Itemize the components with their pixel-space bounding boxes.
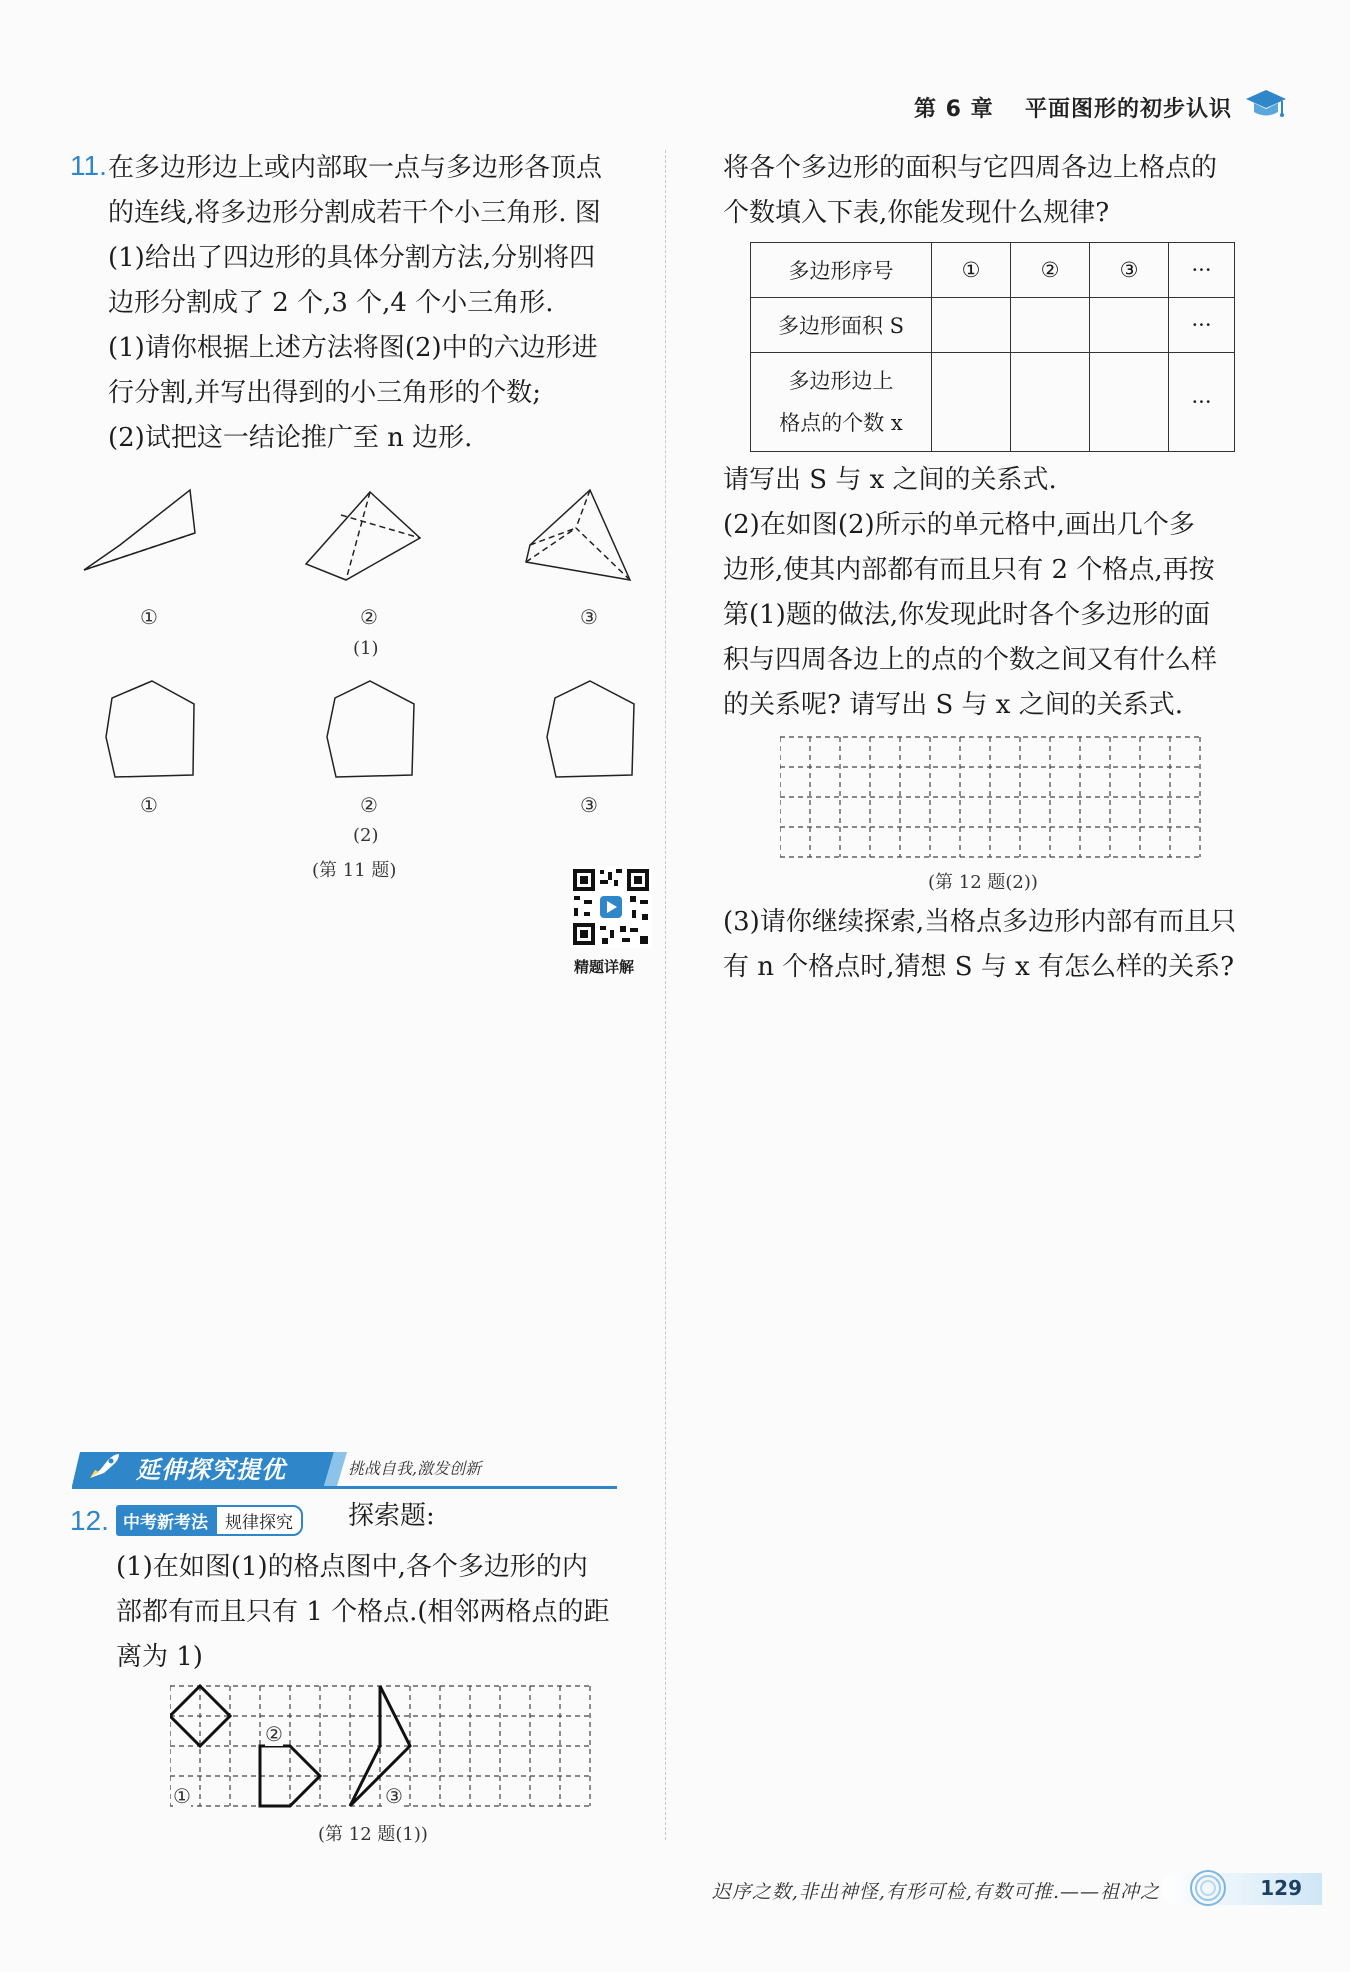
graduation-cap-icon	[1244, 86, 1288, 122]
exam-tag: 中考新考法	[116, 1505, 215, 1536]
table-cell	[932, 353, 1011, 452]
q12-part3	[723, 900, 1283, 990]
table-cell	[932, 298, 1011, 353]
part3-line: (3)请你继续探索,当格点多边形内部有而且只	[723, 907, 1237, 937]
table-header-cell: 多边形序号	[751, 243, 932, 298]
topic-tag: 规律探究	[215, 1505, 303, 1536]
part2-line: 边形,使其内部都有而且只有 2 个格点,再按	[723, 555, 1215, 585]
fig1-label-1: ①	[140, 605, 158, 629]
table-row-label-line: 格点的个数 x	[779, 411, 903, 435]
rocket-icon	[86, 1452, 122, 1482]
table-row	[751, 298, 1235, 353]
hexagon-3	[547, 681, 634, 777]
chapter-header	[914, 92, 1232, 123]
q12-title: 探索题:	[348, 1501, 435, 1531]
hexagon-figures	[90, 675, 650, 795]
q11-figure-caption: (第 11 题)	[312, 860, 397, 881]
q11-line: (1)给出了四边形的具体分割方法,分别将四	[108, 243, 596, 273]
grid1-label-2: ②	[265, 1722, 283, 1746]
footer-quote: 迟序之数,非出神怪,有形可检,有数可推.——祖冲之	[711, 1881, 1160, 1903]
dotted-grid-2	[780, 735, 1210, 863]
q12-number: 12.	[70, 1505, 109, 1536]
table-row	[751, 243, 1235, 298]
q12-part1	[116, 1545, 666, 1680]
table-header-cell: ②	[1011, 243, 1090, 298]
intro-line: 个数填入下表,你能发现什么规律?	[723, 198, 1110, 228]
fig1-label-2: ②	[360, 605, 378, 629]
table-cell	[1011, 298, 1090, 353]
quadrilateral-2	[306, 492, 420, 580]
spiral-icon	[1188, 1868, 1228, 1908]
fig1-caption: (1)	[353, 638, 379, 659]
hexagon-1	[106, 681, 194, 777]
q11-line: 的连线,将多边形分割成若干个小三角形. 图	[108, 198, 601, 228]
q12-line: 离为 1)	[116, 1642, 203, 1672]
grid2-caption: (第 12 题(2))	[928, 872, 1038, 893]
part2-line: 第(1)题的做法,你发现此时各个多边形的面	[723, 600, 1211, 630]
section-underline	[72, 1486, 617, 1489]
q11-line: 行分割,并写出得到的小三角形的个数;	[108, 378, 542, 408]
q12-line: 部都有而且只有 1 个格点.(相邻两格点的距	[116, 1597, 610, 1627]
part2-line: (2)在如图(2)所示的单元格中,画出几个多	[723, 510, 1195, 540]
table-row-label: 多边形面积 S	[751, 298, 932, 353]
fig2-label-1: ①	[140, 793, 158, 817]
section-title: 延伸探究提优	[136, 1456, 286, 1484]
table-header-cell: ③	[1090, 243, 1169, 298]
qr-label: 精题详解	[574, 958, 635, 976]
section-subtitle: 挑战自我,激发创新	[348, 1459, 482, 1478]
table-header-cell: ①	[932, 243, 1011, 298]
table-row-label-line: 多边形边上	[788, 369, 894, 393]
fig2-label-3: ③	[580, 793, 598, 817]
q12-continued-intro	[723, 146, 1268, 236]
table-cell	[1090, 353, 1169, 452]
quadrilateral-figures	[70, 480, 650, 590]
table-cell: ···	[1169, 353, 1235, 452]
q12-tags	[116, 1505, 303, 1536]
q12-line: (1)在如图(1)的格点图中,各个多边形的内	[116, 1552, 588, 1582]
table-row	[751, 353, 1235, 452]
part3-line: 有 n 个格点时,猜想 S 与 x 有怎么样的关系?	[723, 952, 1235, 982]
grid1-label-3: ③	[385, 1784, 403, 1808]
chapter-number: 第 6 章	[914, 97, 994, 122]
q12-part2	[723, 458, 1268, 728]
part2-line: 积与四周各边上的点的个数之间又有什么样	[723, 645, 1218, 675]
fig1-label-3: ③	[580, 605, 598, 629]
fig2-label-2: ②	[360, 793, 378, 817]
table-row-label	[751, 353, 932, 452]
q11-line: (1)请你根据上述方法将图(2)中的六边形进	[108, 333, 598, 363]
after-table-line: 请写出 S 与 x 之间的关系式.	[723, 465, 1057, 495]
q11-line: 边形分割成了 2 个,3 个,4 个小三角形.	[108, 288, 554, 318]
table-cell	[1011, 353, 1090, 452]
q11-line: (2)试把这一结论推广至 n 边形.	[108, 423, 473, 453]
grid1-caption: (第 12 题(1))	[318, 1824, 428, 1845]
quadrilateral-3	[526, 490, 630, 580]
page-number: 129	[1260, 1876, 1302, 1900]
table-header-cell: ···	[1169, 243, 1235, 298]
intro-line: 将各个多边形的面积与它四周各边上格点的	[723, 153, 1218, 183]
table-cell: ···	[1169, 298, 1235, 353]
chapter-title: 平面图形的初步认识	[1024, 97, 1232, 122]
fig2-caption: (2)	[353, 825, 379, 846]
hexagon-2	[327, 681, 414, 777]
grid1-label-1: ①	[173, 1784, 191, 1808]
part2-line: 的关系呢? 请写出 S 与 x 之间的关系式.	[723, 690, 1184, 720]
q11-line: 在多边形边上或内部取一点与多边形各顶点	[108, 153, 603, 183]
q11-number: 11.	[70, 150, 107, 181]
quadrilateral-1	[84, 490, 195, 570]
qr-code-icon[interactable]	[570, 866, 652, 948]
polygon-data-table	[750, 242, 1235, 452]
table-cell	[1090, 298, 1169, 353]
q11-text	[108, 146, 658, 461]
